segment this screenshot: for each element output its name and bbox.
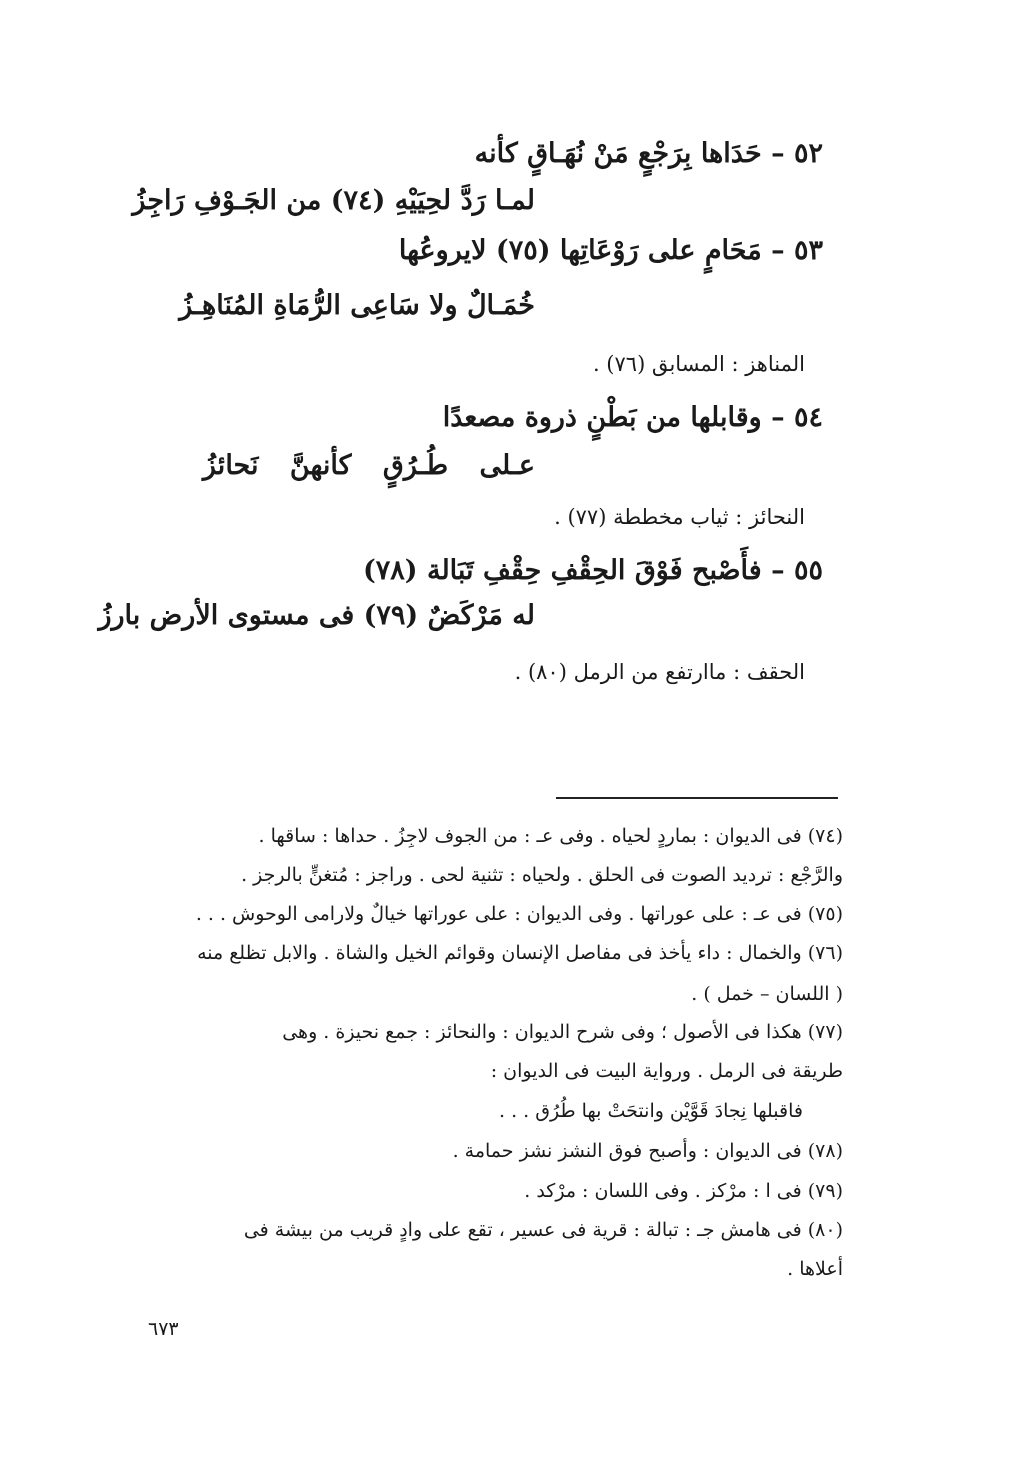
footnote-line: (٨٠) فى هامش جـ : تبالة : قرية فى عسير ، تقع على وادٍ قريب من بيشة فى	[243, 1219, 843, 1241]
verse-text: وقابلها من بَطْنٍ ذروة مصعدًا	[442, 402, 762, 433]
footnote-line: أعلاها .	[787, 1258, 843, 1280]
footnote-line: طريقة فى الرمل . ورواية البيت فى الديوان :	[490, 1060, 843, 1082]
footnote-line: (٧٤) فى الديوان : بماردٍ لحياه . وفى عـ : من الجوف لاجِزُ . حداها : ساقها .	[258, 825, 843, 847]
footnote-line: ( اللسان – خمل ) .	[691, 983, 843, 1005]
verse-text: مَحَامٍ على رَوْعَاتِها (٧٥) لايروعُها	[398, 235, 762, 266]
gloss-hiqf: الحقف : ماارتفع من الرمل (٨٠) .	[514, 660, 805, 684]
verse-53-line-1	[399, 235, 823, 266]
footnote-quoted-verse: فاقبلها نِجادَ قَوَّيْن وانتحَتْ بها طُرُق . . .	[499, 1100, 803, 1122]
page-number: ٦٧٣	[148, 1318, 179, 1340]
verse-52-line-1	[475, 138, 823, 169]
footnote-separator	[556, 797, 838, 799]
verse-52-line-2: لمـا رَدَّ لحِيَيْهِ (٧٤) من الجَـوْفِ رَاجِزُ	[132, 185, 535, 216]
footnote-line: (٧٧) هكذا فى الأصول ؛ وفى شرح الديوان : والنحائز : جمع نحيزة . وهى	[282, 1021, 843, 1043]
verse-54-line-1	[443, 402, 823, 433]
footnote-line: (٧٩) فى ا : مرْكز . وفى اللسان : مرْكد .	[524, 1180, 843, 1202]
verse-text: فأَصْبح فَوْقَ الحِقْفِ حِقْفِ تَبَالة (٧٨)	[363, 555, 762, 586]
verse-55-line-2: له مَرْكَضٌ (٧٩) فى مستوى الأرض بارزُ	[98, 600, 535, 631]
verse-text: حَدَاها بِرَجْعٍ مَنْ نُهَـاقٍ كأنه	[474, 138, 762, 169]
footnote-line: (٧٦) والخمال : داء يأخذ فى مفاصل الإنسان وقوائم الخيل والشاة . والابل تظلع منه	[197, 942, 843, 964]
verse-55-line-1	[363, 555, 823, 586]
verse-54-line-2: عـلى طُـرُقٍ كأنهنَّ نَحائزُ	[202, 450, 535, 481]
gloss-munahiz: المناهز : المسابق (٧٦) .	[592, 352, 805, 376]
verse-number: ٥٣ –	[771, 235, 823, 266]
verse-number: ٥٢ –	[771, 138, 823, 169]
verse-number: ٥٤ –	[771, 402, 823, 433]
verse-53-line-2: خُمَـالٌ ولا سَاعِى الرُّمَاةِ المُنَاهِـزُ	[179, 290, 535, 321]
footnote-line: (٧٥) فى عـ : على عوراتها . وفى الديوان : على عوراتها خيالٌ ولارامى الوحوش . . .	[195, 903, 843, 925]
footnote-line: والرَّجْع : ترديد الصوت فى الحلق . ولحياه : تثنية لحى . وراجز : مُتغنٍّ بالرجز .	[241, 864, 843, 886]
gloss-nahaiz: النحائز : ثياب مخططة (٧٧) .	[554, 505, 805, 529]
footnote-line: (٧٨) فى الديوان : وأصبح فوق النشز نشز حمامة .	[452, 1140, 843, 1162]
verse-number: ٥٥ –	[771, 555, 823, 586]
